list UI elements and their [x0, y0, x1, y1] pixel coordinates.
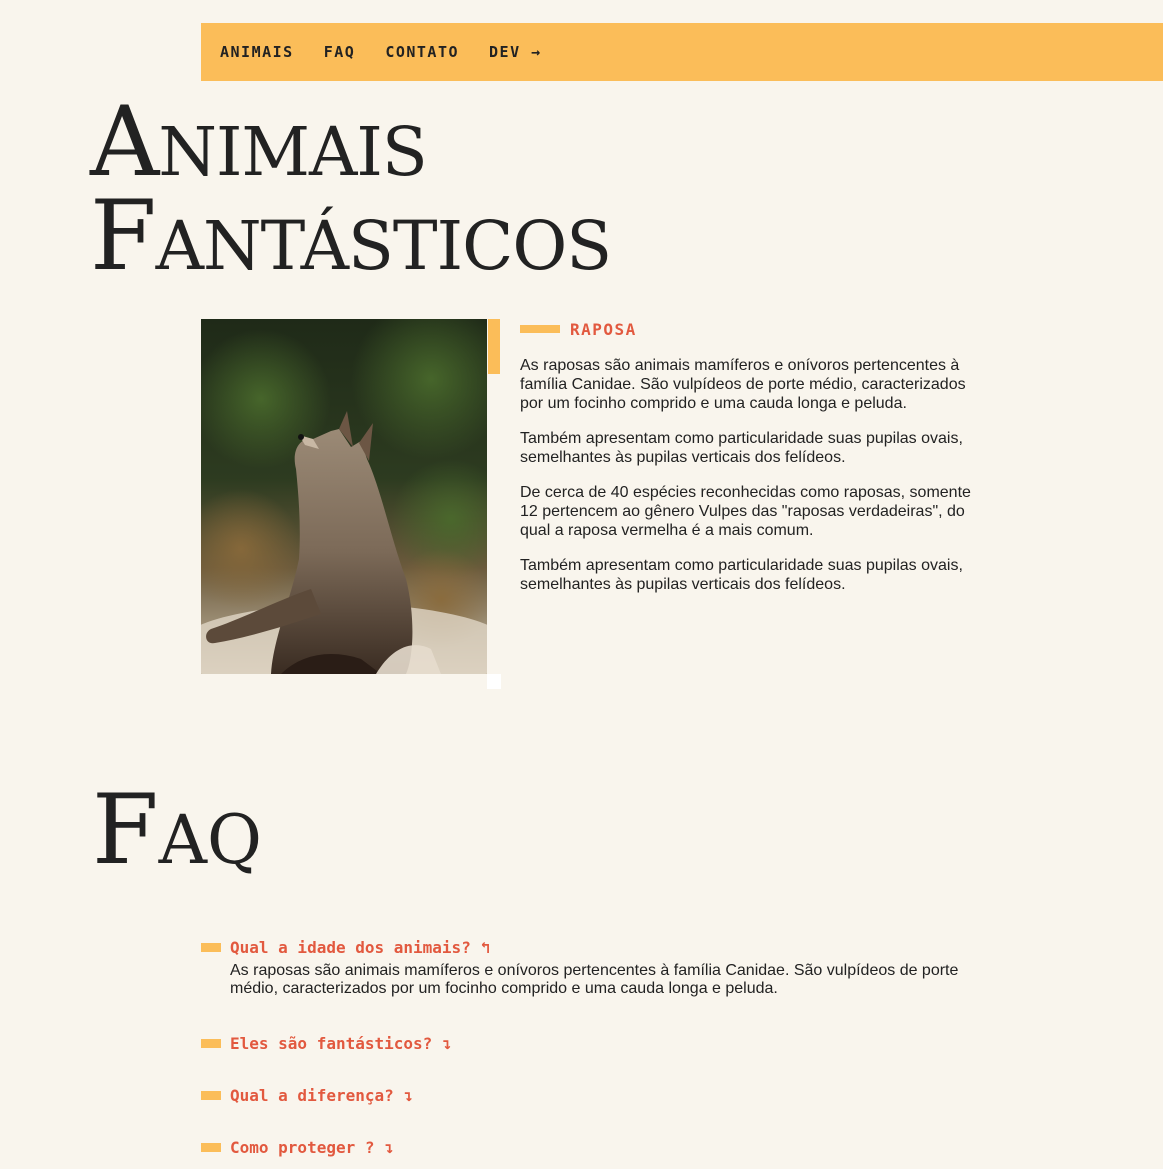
fox-photo: [201, 319, 487, 674]
faq-question-text: Qual a idade dos animais? ↰: [230, 937, 491, 957]
faq-dash: [201, 1039, 221, 1048]
nav-item-dev[interactable]: DEV →: [489, 43, 542, 61]
article-paragraph: Também apresentam como particularidade suas pupilas ovais, semelhantes às pupilas verticais dos felídeos.: [520, 430, 963, 466]
top-nav: [201, 23, 1163, 81]
article-header: [520, 319, 980, 339]
faq-title: Faq: [92, 774, 262, 886]
article-paragraph: As raposas são animais mamíferos e onívoros pertencentes à família Canidae. São vulpídeos de porte médio, caracterizados por um focinho comprido e uma cauda longa e peluda.: [520, 357, 966, 412]
faq-dash: [201, 1091, 221, 1100]
article-paragraph: Também apresentam como particularidade suas pupilas ovais, semelhantes às pupilas verticais dos felídeos.: [520, 557, 963, 593]
article-paragraph: De cerca de 40 espécies reconhecidas como raposas, somente 12 pertencem ao gênero Vulpes das "raposas verdadeiras", do qual a raposa vermelha é a mais comum.: [520, 484, 971, 539]
faq-dash: [201, 943, 221, 952]
image-accent-bar: [488, 319, 500, 374]
animal-article: [520, 319, 980, 594]
nav-item-animais[interactable]: ANIMAIS: [220, 43, 294, 61]
faq-question[interactable]: [201, 1136, 981, 1158]
faq-dash: [201, 1143, 221, 1152]
faq-item: [201, 1032, 981, 1054]
faq-question-text: Qual a diferença? ↴: [230, 1085, 414, 1105]
title-dash: [520, 325, 560, 333]
faq-item: [201, 936, 981, 998]
faq-answer: As raposas são animais mamíferos e onívoros pertencentes à família Canidae. São vulpídeos de porte médio, caracterizados por um focinho comprido e uma cauda longa e peluda.: [230, 962, 959, 997]
page-title: [90, 86, 612, 292]
article-title: RAPOSA: [570, 319, 637, 339]
faq-question[interactable]: [201, 936, 981, 958]
page-title-line1: Animais: [90, 86, 427, 198]
faq-question-text: Eles são fantásticos? ↴: [230, 1033, 452, 1053]
faq-question-text: Como proteger ? ↴: [230, 1137, 394, 1157]
faq-question[interactable]: [201, 1084, 981, 1106]
faq-item: [201, 1136, 981, 1158]
faq-question[interactable]: [201, 1032, 981, 1054]
nav-item-faq[interactable]: FAQ: [323, 43, 356, 61]
nav-item-contato[interactable]: CONTATO: [385, 43, 460, 61]
page-title-line2: Fantásticos: [90, 180, 612, 292]
image-corner-square: [487, 674, 501, 689]
faq-item: [201, 1084, 981, 1106]
